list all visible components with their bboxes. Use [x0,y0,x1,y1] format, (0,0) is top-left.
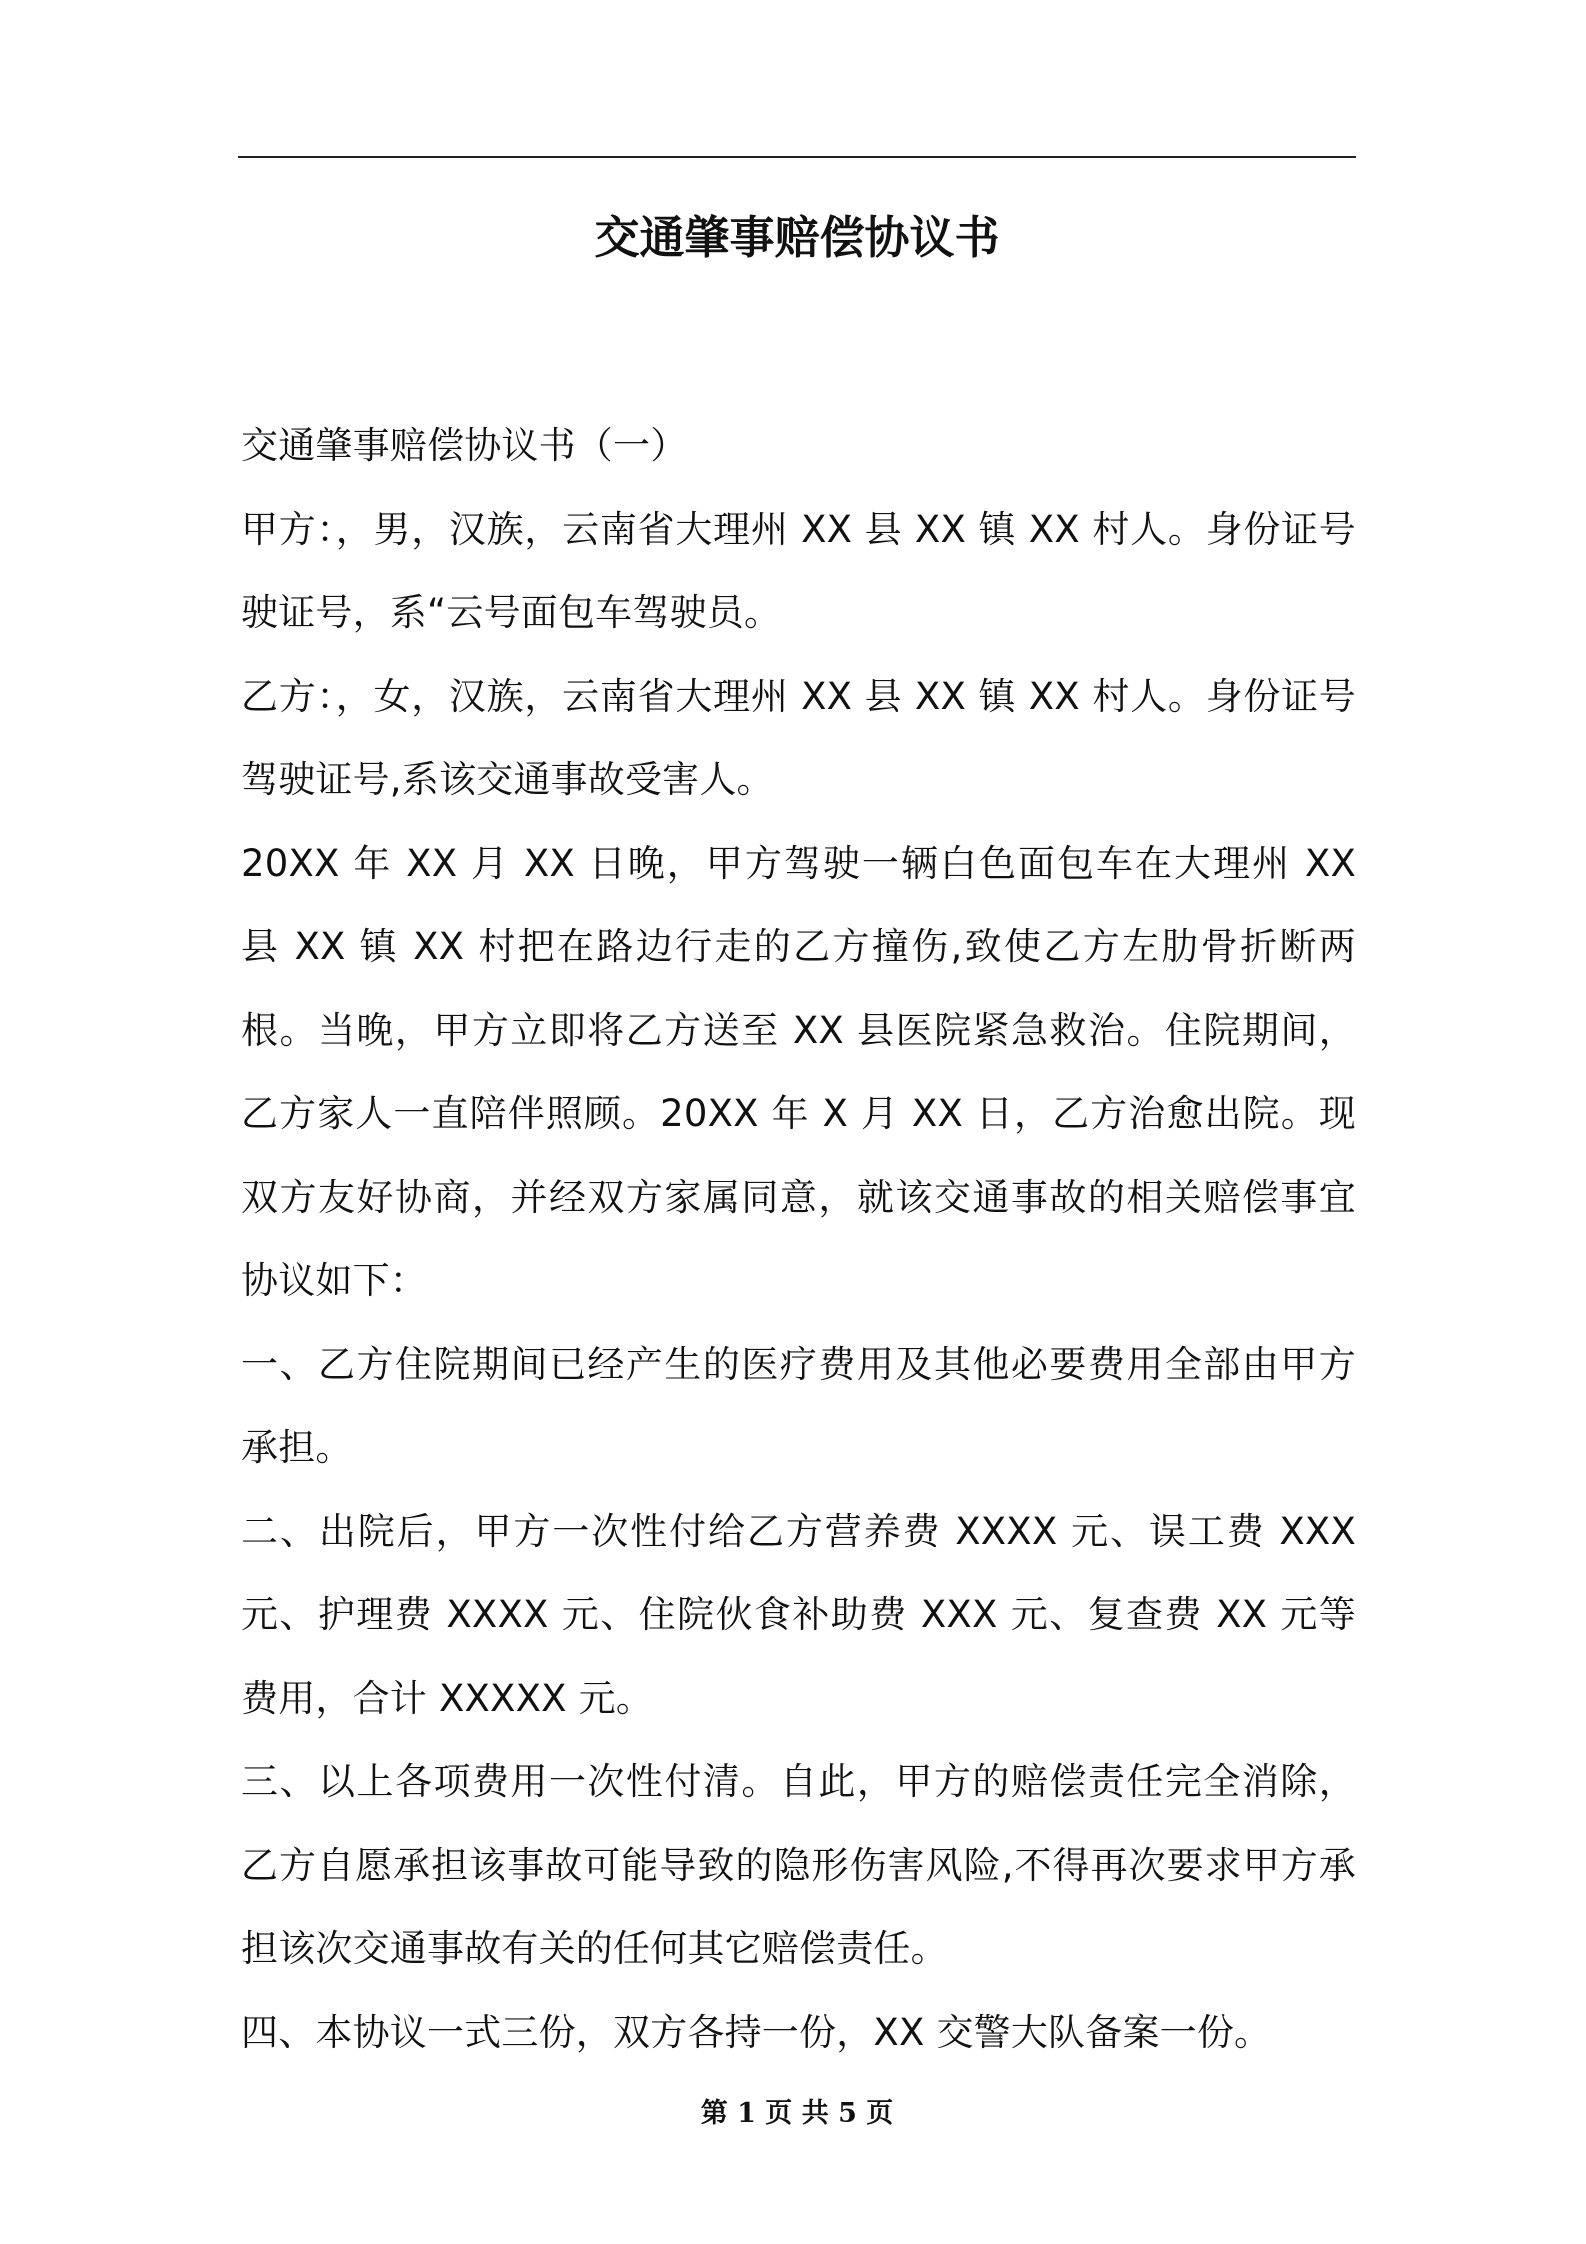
clause-2-paragraph: 二、出院后，甲方一次性付给乙方营养费 XXXX 元、误工费 XXX 元、护理费 XXXX 元、住院伙食补助费 XXX 元、复查费 XX 元等费用，合计 XXXXX 元。 [241,1509,1356,1720]
document-body [241,404,1356,2074]
party-a-paragraph: 甲方：，男，汉族，云南省大理州 XX 县 XX 镇 XX 村人。身份证号驶证号，系“云号面包车驾驶员。 [241,507,1356,634]
clause-3-paragraph: 三、以上各项费用一次性付清。自此，甲方的赔偿责任完全消除，乙方自愿承担该事故可能导致的隐形伤害风险,不得再次要求甲方承担该次交通事故有关的任何其它赔偿责任。 [241,1760,1356,1970]
clause-4-paragraph: 四、本协议一式三份，双方各持一份，XX 交警大队备案一份。 [241,2010,1272,2054]
clause-1-paragraph: 一、乙方住院期间已经产生的医疗费用及其他必要费用全部由甲方承担。 [241,1342,1356,1469]
header-rule [238,156,1356,158]
incident-paragraph: 20XX 年 XX 月 XX 日晚，甲方驾驶一辆白色面包车在大理州 XX 县 XX 镇 XX 村把在路边行走的乙方撞伤,致使乙方左肋骨折断两根。当晚，甲方立即将乙方送至 XX 县医院紧急救治。住院期间，乙方家人一直陪伴照顾。20XX 年 X 月 XX 日，乙方治愈出院。现双方友好协商，并经双方家属同意，就该交通事故的相关赔偿事宜协议如下： [241,841,1356,1302]
document-title: 交通肇事赔偿协议书 [594,211,1000,264]
party-b-paragraph: 乙方：，女，汉族，云南省大理州 XX 县 XX 镇 XX 村人。身份证号驾驶证号,系该交通事故受害人。 [241,674,1356,801]
page-number: 第 1 页 共 5 页 [700,2098,894,2129]
subtitle-paragraph: 交通肇事赔偿协议书（一） [241,424,688,467]
